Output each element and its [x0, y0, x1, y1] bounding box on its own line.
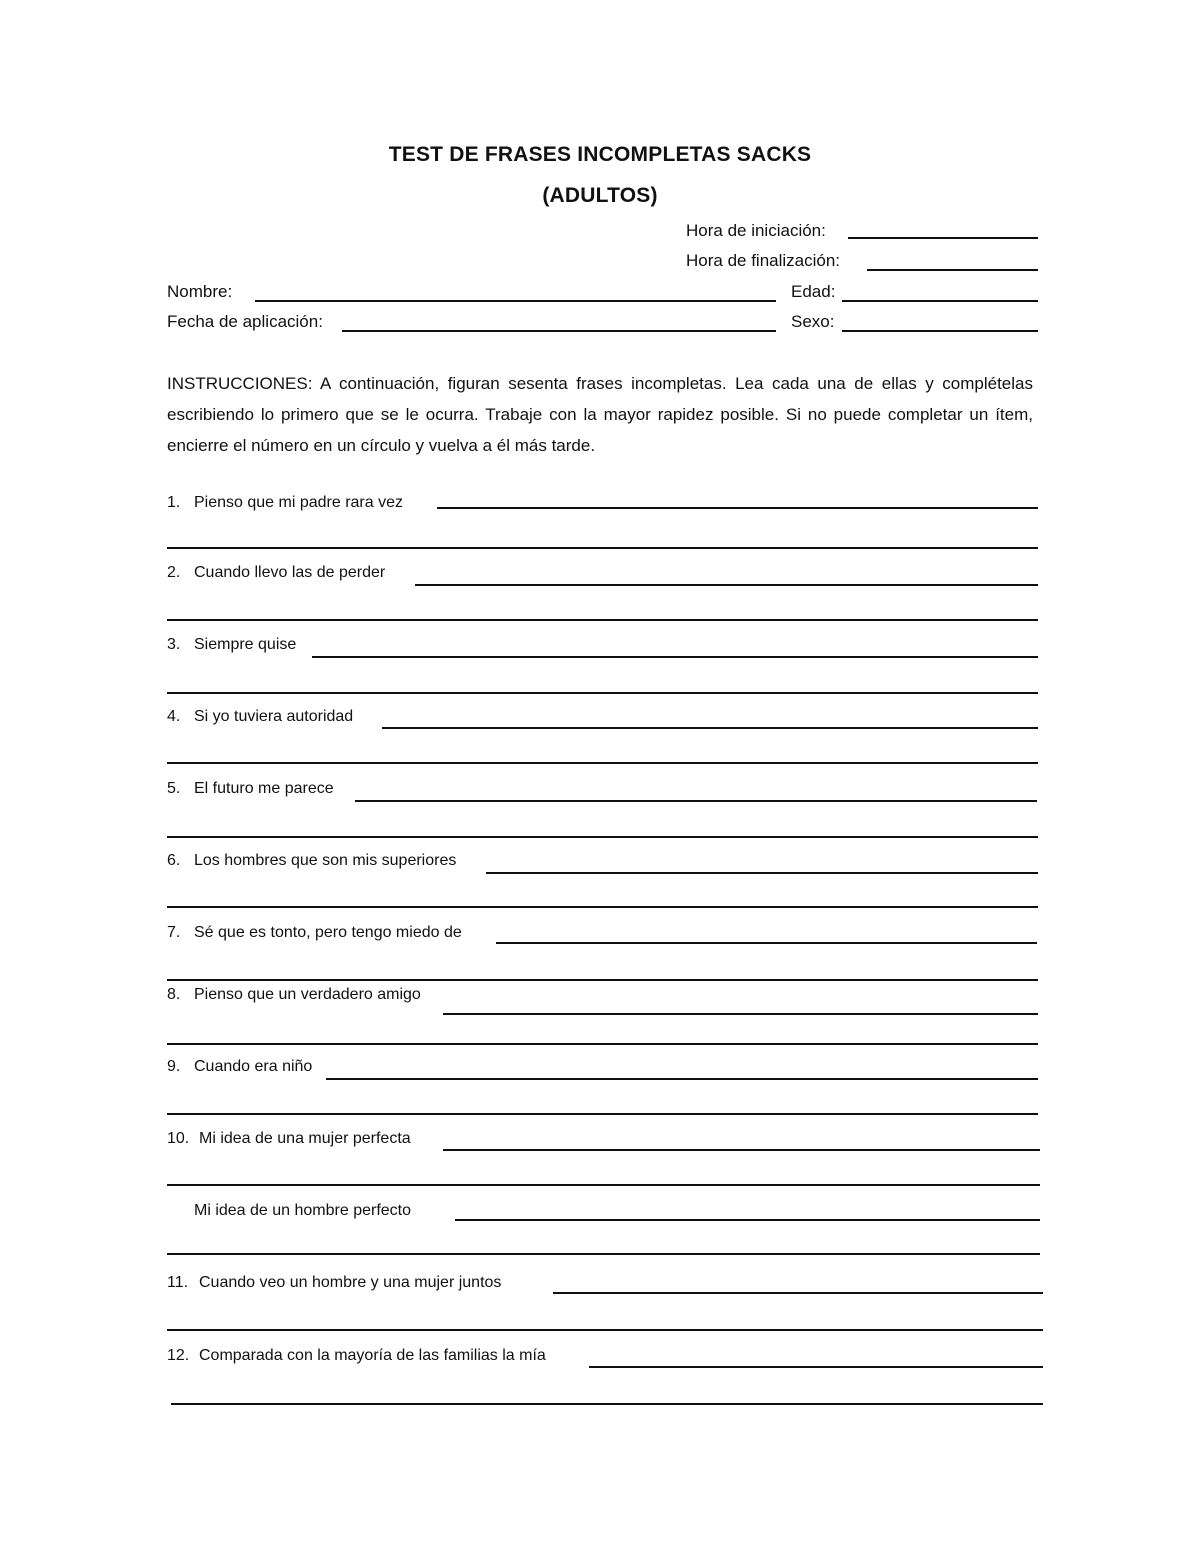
answer-line[interactable]	[486, 872, 1038, 874]
answer-line[interactable]	[167, 1043, 1038, 1045]
list-item	[167, 851, 456, 871]
item-number: 8.	[167, 986, 181, 1003]
name-field[interactable]	[255, 300, 776, 302]
item-text: Los hombres que son mis superiores	[194, 852, 457, 869]
list-item	[194, 1201, 411, 1221]
item-text: Comparada con la mayoría de las familias la mía	[199, 1347, 546, 1364]
list-item	[167, 493, 403, 513]
item-number: 2.	[167, 564, 181, 581]
answer-line[interactable]	[167, 836, 1038, 838]
list-item	[167, 635, 296, 655]
document-title: TEST DE FRASES INCOMPLETAS SACKS	[388, 143, 812, 166]
list-item	[167, 985, 421, 1005]
start-time-field[interactable]	[848, 237, 1038, 239]
sex-label: Sexo:	[791, 312, 835, 331]
list-item	[167, 707, 353, 727]
list-item	[167, 1129, 411, 1149]
item-text: Mi idea de un hombre perfecto	[194, 1202, 412, 1219]
date-label: Fecha de aplicación:	[167, 312, 323, 331]
item-text: El futuro me parece	[194, 780, 334, 797]
list-item	[167, 1346, 546, 1366]
list-item	[167, 1057, 312, 1077]
answer-line[interactable]	[167, 979, 1038, 981]
answer-line[interactable]	[443, 1013, 1038, 1015]
list-item	[167, 923, 462, 943]
answer-line[interactable]	[167, 762, 1038, 764]
item-text: Siempre quise	[194, 636, 297, 653]
answer-line[interactable]	[589, 1366, 1043, 1368]
answer-line[interactable]	[167, 547, 1038, 549]
end-time-label: Hora de finalización:	[686, 251, 841, 270]
age-label: Edad:	[791, 282, 836, 301]
document-subtitle: (ADULTOS)	[542, 184, 658, 207]
start-time-label: Hora de iniciación:	[686, 221, 826, 240]
answer-line[interactable]	[312, 656, 1038, 658]
answer-line[interactable]	[382, 727, 1038, 729]
item-number: 4.	[167, 708, 181, 725]
item-text: Sé que es tonto, pero tengo miedo de	[194, 924, 462, 941]
item-number: 12.	[167, 1347, 190, 1364]
item-text: Cuando era niño	[194, 1058, 313, 1075]
item-number: 11.	[167, 1274, 189, 1291]
answer-line[interactable]	[167, 1184, 1040, 1186]
answer-line[interactable]	[455, 1219, 1040, 1221]
answer-line[interactable]	[167, 619, 1038, 621]
answer-line[interactable]	[443, 1149, 1040, 1151]
date-field[interactable]	[342, 330, 776, 332]
item-number: 3.	[167, 636, 181, 653]
item-text: Cuando llevo las de perder	[194, 564, 386, 581]
answer-line[interactable]	[437, 507, 1038, 509]
item-text: Pienso que un verdadero amigo	[194, 986, 421, 1003]
answer-line[interactable]	[167, 1329, 1043, 1331]
answer-line[interactable]	[496, 942, 1037, 944]
item-text: Pienso que mi padre rara vez	[194, 494, 403, 511]
item-number: 1.	[167, 494, 181, 511]
name-label: Nombre:	[167, 282, 233, 301]
answer-line[interactable]	[167, 692, 1038, 694]
instructions-paragraph: INSTRUCCIONES: A continuación, figuran sesenta frases incompletas. Lea cada una de ellas y complételas escribiendo lo primero que se le ocurra. Trabaje con la mayor rapidez posible. Si no puede completar un ítem, encierre el número en un círculo y vuelva a él más tarde.	[167, 374, 1033, 455]
list-item	[167, 563, 385, 583]
item-number: 9.	[167, 1058, 181, 1075]
answer-line[interactable]	[553, 1292, 1043, 1294]
answer-line[interactable]	[326, 1078, 1038, 1080]
item-text: Cuando veo un hombre y una mujer juntos	[199, 1274, 502, 1291]
item-number: 7.	[167, 924, 181, 941]
answer-line[interactable]	[355, 800, 1037, 802]
item-number: 10.	[167, 1130, 190, 1147]
item-text: Si yo tuviera autoridad	[194, 708, 354, 725]
answer-line[interactable]	[167, 1253, 1040, 1255]
item-number: 5.	[167, 780, 181, 797]
list-item	[167, 1273, 501, 1293]
answer-line[interactable]	[167, 906, 1038, 908]
sex-field[interactable]	[842, 330, 1038, 332]
answer-line[interactable]	[167, 1113, 1038, 1115]
list-item	[167, 779, 334, 799]
item-text: Mi idea de una mujer perfecta	[199, 1130, 411, 1147]
answer-line[interactable]	[171, 1403, 1043, 1405]
age-field[interactable]	[842, 300, 1038, 302]
end-time-field[interactable]	[867, 269, 1038, 271]
answer-line[interactable]	[415, 584, 1038, 586]
item-number: 6.	[167, 852, 181, 869]
